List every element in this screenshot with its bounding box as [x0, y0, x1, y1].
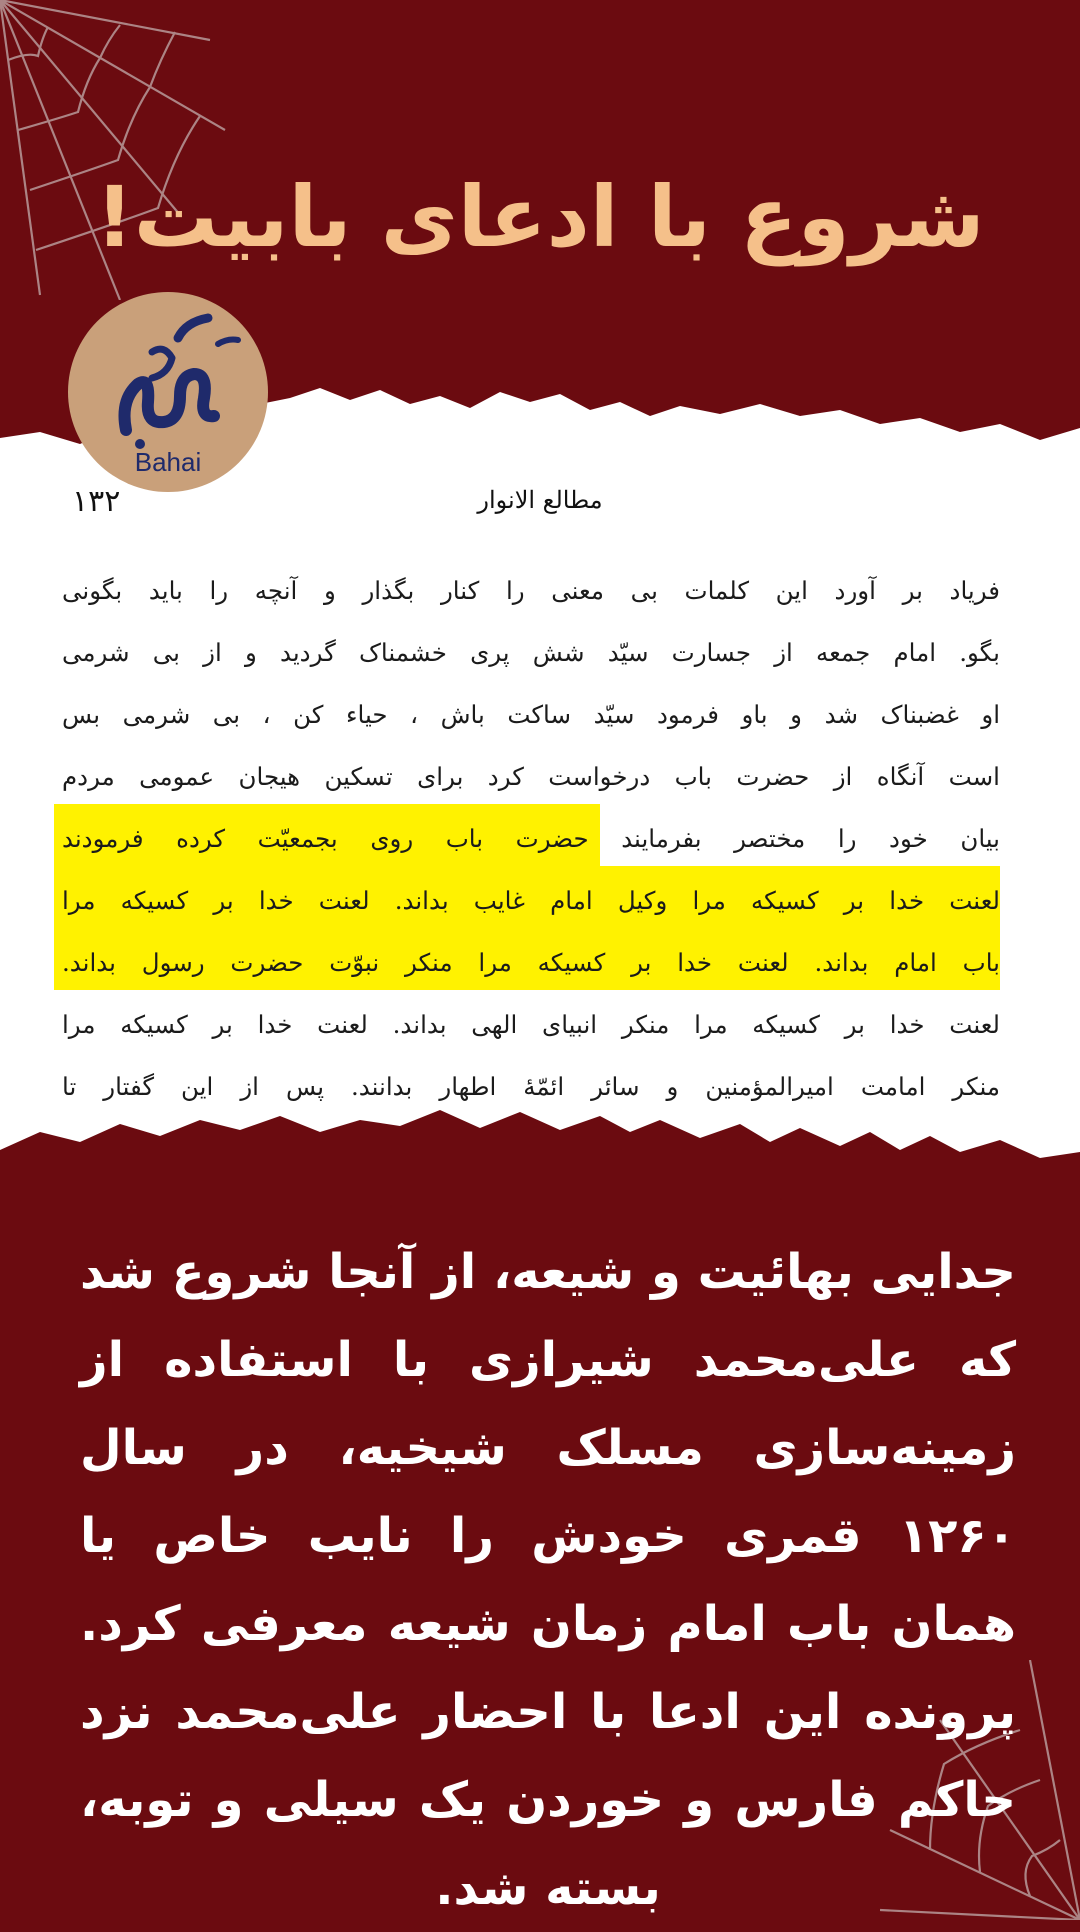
page-line: بگو. امام جمعه از جسارت سیّد شش پری خشمناک گردید و از بی شرمی [62, 638, 1000, 667]
page-number: ۱۳۲ [72, 484, 121, 519]
page-line: لعنت خدا بر کسیکه مرا منکر انبیای الهی بداند. لعنت خدا بر کسیکه مرا [62, 1010, 1000, 1039]
page-line: است آنگاه از حضرت باب درخواست کرد برای تسکین هیجان عمومی مردم [62, 762, 1000, 791]
page-line: منکر امامت امیرالمؤمنین و سائر ائمّهٔ اطهار بدانند. پس از این گفتار تا [62, 1072, 1000, 1101]
book-title: مطالع الانوار [477, 486, 603, 514]
book-page-scan [0, 440, 1080, 1130]
page-line-highlighted: لعنت خدا بر کسیکه مرا وکیل امام غایب بداند. لعنت خدا بر کسیکه مرا [62, 886, 1000, 915]
bahai-logo [68, 292, 268, 492]
page-text [62, 560, 1000, 1118]
page-title: شروع با ادعای بابیت! [95, 168, 985, 266]
body-paragraph: جدایی بهائیت و شیعه، از آنجا شروع شد که علی‌محمد شیرازی با استفاده از زمینه‌سازی مسلک شیخیه، در سال ۱۲۶۰ قمری خودش را نایب خاص یا همان باب امام زمان شیعه معرفی کرد. پرونده این ادعا با احضار علی‌محمد نزد حاکم فارس و خوردن یک سیلی و توبه، بسته شد. [80, 1244, 1016, 1916]
page-line: او غضبناک شد و باو فرمود سیّد ساکت باش ، حیاء کن ، بی شرمی بس [62, 700, 1000, 729]
page-line: فریاد بر آورد این کلمات بی معنی را کنار بگذار و آنچه را باید بگونی [62, 576, 1000, 605]
page-line: بیان خود را مختصر بفرمایند حضرت باب روی بجمعیّت کرده فرمودند [62, 824, 1000, 853]
page-line-highlighted: باب امام بداند. لعنت خدا بر کسیکه مرا منکر نبوّت حضرت رسول بداند. [62, 948, 1000, 977]
logo-label: Bahai [134, 447, 202, 477]
